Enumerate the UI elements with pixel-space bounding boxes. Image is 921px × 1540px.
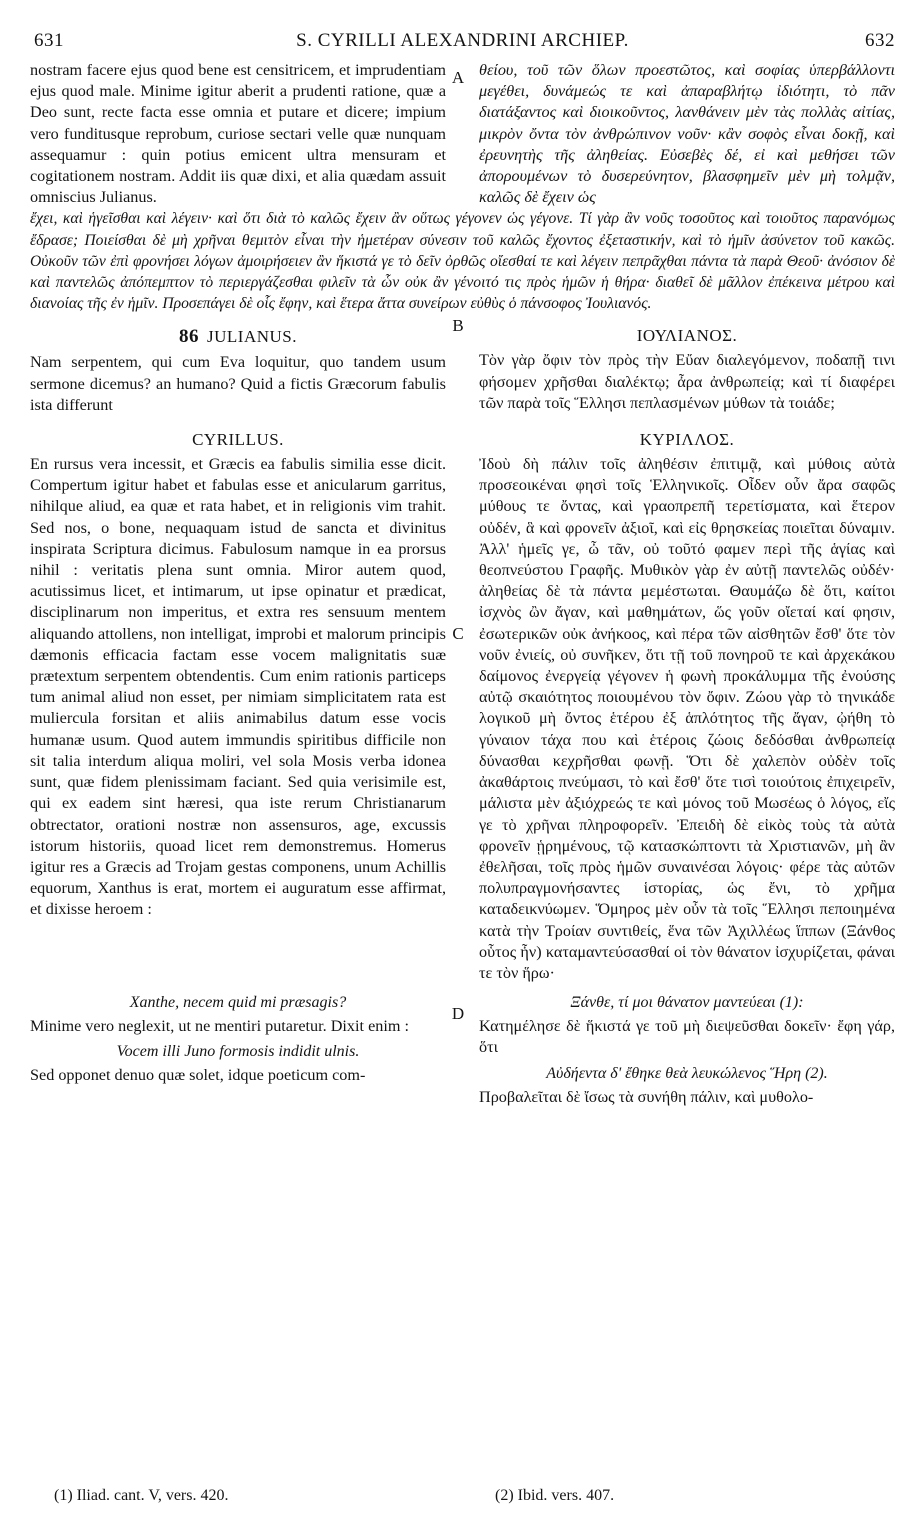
chapter-number: 86: [179, 326, 199, 348]
greek-between-verses: Κατημέλησε δὲ ἥκιστά γε τοῦ μὴ διεψεῦσθαι δοκεῖν· ἔφη γάρ, ὅτι: [479, 1017, 895, 1057]
cyrillus-greek-column: [479, 424, 895, 984]
top-latin-text: nostram facere ejus quod bene est censitricem, et imprudentiam ejus quod male. Minime igitur aberit a prudenti ratione, quæ a Deo sunt, recte facta esse omnia et putare et dicere; impium vero funditusque reprobum, curiose sectari velle quæ nunquam assequamur : quin potius emicent ultra mensuram et cogitationem nostram. Addit iis quæ dixi, et alia quædam assuit omniscius Julianus.: [30, 61, 446, 207]
julianus-greek-text: Τὸν γὰρ ὄφιν τὸν πρὸς τὴν Εὔαν διαλεγόμενον, ποδαπῇ τινι φήσομεν χρῆσθαι διαλέκτῳ; ἆρα ἀνθρωπείᾳ; καὶ τί διαφέρει τῶν παρὰ τοῖς Ἕλλησι πεπλασμένων μύθων τὰ τοιάδε;: [479, 351, 895, 412]
latin-closing-line: Sed opponet denuo quæ solet, idque poeticum com-: [30, 1066, 366, 1085]
top-greek-text: θείου, τοῦ τῶν ὅλων προεστῶτος, καὶ σοφίας ὑπερβάλλοντι μεγέθει, δυνάμεώς τε καὶ ἀπαραβλήτῳ ἰδιότητι, τὸ πᾶν διατάξαντος καὶ διοικοῦντος, λανθάνειν μὲν τὰς πολλὰς αἰτίας, μικρὸν ὄντα τὸν ἀνθρώπινον νοῦν· κἂν σοφὸς εἶναι δοκῇ, καὶ ἐρευνητὴς τῆς ἀληθείας. Εὐσεβὲς δέ, εἰ καὶ μεθήσει τῶν ἀπορουμένων τὸ δυσερεύνητον, βλασφημεῖν μὲν μὴ τολμᾷν, καλῶς δὲ ἔχειν ὡς: [479, 61, 895, 207]
verses-section: [30, 988, 895, 1108]
page-number-left: 631: [34, 30, 64, 51]
page: [30, 30, 895, 1108]
cyrillus-heading: CYRILLUS.: [192, 430, 284, 450]
footnote-1: (1) Iliad. cant. V, vers. 420.: [54, 1487, 229, 1504]
margin-mark-c: C: [452, 624, 464, 644]
julianus-section: [30, 316, 895, 416]
footnote-2: (2) Ibid. vers. 407.: [495, 1487, 615, 1504]
julianus-greek-column: [479, 320, 895, 416]
top-greek-column: [479, 60, 895, 208]
latin-between-verses: Minime vero neglexit, ut ne mentiri putaretur. Dixit enim :: [30, 1017, 409, 1036]
julianus-greek-heading: ΙΟΥΛΙΑΝΟΣ.: [636, 326, 738, 346]
top-greek-full-width: ἔχει, καὶ ἡγεῖσθαι καὶ λέγειν· καὶ ὅτι διὰ τὸ καλῶς ἔχειν ἂν οὕτως γέγονεν ὡς γέγονε. Τί γὰρ ἂν νοῦς τοσοῦτος καὶ τοιοῦτος παρανόμως ἔδρασε; Ποιείσθαι δὲ μὴ χρῆναι θεμιτὸν εἶναι τὴν ἡμετέραν σύνεσιν τοῦ καλῶς ἔχοντος ἐξεταστικήν, καὶ τὸ ἡμῖν ἀσύνετον τοῦ κακῶς. Οὐκοῦν τῶν ἐπὶ φρονήσει λόγων ἀμοιρήσειεν ἂν ἥκιστά γε τὸ δεῖν ὀρθῶς οἴεσθαί τε καὶ λέγειν πεπρᾶχθαι πάντα τὰ παρὰ Θεοῦ· ἀνόσιον δὲ καὶ παντελῶς ἀπόπεμπτον τὸ περιεργάζεσθαι φιλεῖν τὰ ὧν οὐκ ἂν γένοιτό τις πρὸς ἡμῶν ἡ θήρα· διαθεῖ δὲ μᾶλλον ἐπέκεινα μέτρου καὶ διανοίας τῆς ἐν ἡμῖν. Προσεπάγει δὲ οἷς ἔφην, καὶ ἕτερα ἄττα συνείρων εὐθὺς ὁ πάνσοφος Ἰουλιανός.: [30, 210, 895, 313]
margin-mark-a: A: [451, 68, 465, 87]
running-header: [30, 30, 895, 60]
cyrillus-greek-heading: ΚΥΡΙΛΛΟΣ.: [639, 430, 735, 450]
margin-mark-d: D: [451, 1004, 465, 1024]
running-title: S. CYRILLI ALEXANDRINI ARCHIEP.: [296, 30, 629, 51]
verse-greek-1: Ξάνθε, τί μοι θάνατον μαντεύεαι (1):: [570, 994, 804, 1012]
julianus-latin-text: Nam serpentem, qui cum Eva loquitur, quo tandem usum sermone dicemus? an humano? Quid a fictis Græcorum fabulis ista differunt: [30, 353, 446, 414]
verses-latin-column: [30, 988, 446, 1108]
julianus-heading-label: JULIANUS.: [207, 327, 297, 347]
greek-closing-line: Προβαλεῖται δὲ ἴσως τὰ συνήθη πάλιν, καὶ μυθολο-: [479, 1087, 814, 1106]
top-section: [30, 60, 895, 208]
margin-mark-b: B: [452, 316, 464, 336]
page-number-right: 632: [865, 30, 895, 51]
julianus-latin-column: [30, 320, 446, 416]
top-latin-column: [30, 60, 446, 208]
verses-greek-column: [479, 988, 895, 1108]
cyrillus-latin-column: [30, 424, 446, 984]
verse-greek-2: Αὐδήεντα δ' ἔθηκε θεὰ λευκώλενος Ἥρη (2).: [546, 1064, 828, 1082]
julianus-heading: [30, 326, 446, 348]
cyrillus-latin-text: En rursus vera incessit, et Græcis ea fabulis similia esse dicit. Compertum igitur habet et fabulas esse et anicularum garritus, nihilque aliud, ea quæ et rata habet, et in religionis vim trahit. Sed nos, o bone, nequaquam istud de sancta et divinitus inspirata Scriptura dicimus. Fabulosum namque in ea prorsus nihil : veritatis plena sunt omnia. Miror autem quod, acutissimus licet, et intimarum, ut ipse opinatur et prædicat, disciplinarum non imperitus, et extra res sensuum mentem aliquando attollens, non intelligat, improbi et malorum principis dæmonis efficacia factam esse vocem malignitatis suæ prætextum serpentem obtendentis. Cum enim rationis particeps tum animal aliud non esset, per nimiam simplicitatem rata est muliercula forsitan et aliis animabilus datum esse vocis humanæ usum. Quod autem immundis spiritibus difficile non sit talia interdum aliqua moliri, vel sola Mosis verba idonea sunt, quæ fidem plenissimam faciant. Sed quia verisimile est, qui ex eadem sint hæresi, qua iste rerum Christianarum obtrectator, orationi nostræ non assensuros, age, excussis istorum historiis, quoad licet rem demonstremus. Homerus igitur res a Græcis ad Trojam gestas componens, unum Achillis equorum, Xanthus is erat, mortem ei auguratum esse affirmat, et dixisse heroem :: [30, 455, 446, 919]
cyrillus-greek-text: Ἰδοὺ δὴ πάλιν τοῖς ἀληθέσιν ἐπιτιμᾷ, καὶ μύθοις αὐτὰ προσεοικέναι φησὶ τοῖς Ἑλληνικοῖς. Οἶδεν οὖν ἄρα σαφῶς μύθους τε ὄντας, καὶ γραοπρεπῆ τερετίσματα, καὶ ἕτερον οὐδέν, ἃ καὶ φρονεῖν ἀξιοῖ, καὶ εἰς θρησκείας ποιεῖται δύναμιν. Ἀλλ' ἡμεῖς γε, ὦ τᾶν, οὐ τοῦτό φαμεν περὶ τῆς ἁγίας καὶ θεοπνεύστου Γραφῆς. Μυθικὸν γὰρ ἐν αὐτῇ παντελῶς οὐδέν· ἀληθείας δὲ τὰ πάντα μεμέστωται. Θαυμάζω δὲ ὅτι, καίτοι ἰσχνὸς ὢν ἄγαν, καὶ μαθημάτων, ὥς γοῦν οἴεταί καί φησιν, ἐσωτερικῶν οὐκ ἀνήκοος, καὶ πέρα τῶν αἰσθητῶν ἔσθ' ὅτε τὸν νοῦν ἐνιείς, οὐ συνῆκεν, ὅτι τῇ τοῦ πονηροῦ τε καὶ ἀρχεκάκου δαίμονος ἐνεργείᾳ γέγονεν ἡ φωνὴ προκάλυμμα τῆς ἐνούσης αὐτῷ σκαιότητος ποιουμένου τὸν ὄφιν. Ζώου γὰρ τὸ τηνικάδε λογικοῦ μὴ ὄντος ἑτέρου ἐξ ἁπλότητος τῆς ἄγαν, ᾠήθη τὸ γύναιον τάχα που καὶ ἑτέροις ζώοις δεδόσθαι ἀνθρωπείᾳ δύνασθαι κεχρῆσθαι φωνῇ. Ὅτι δὲ χαλεπὸν οὐδὲν τοῖς ἀκαθάρτοις πνεύμασι, τὸ καὶ ἔσθ' ὅτε τισὶ τοιούτοις ἐπιχειρεῖν, μάλιστα μὲν ἀξιόχρεώς τε καὶ μόνος τοῦ Μωσέως ὁ λόγος, εἴς γε τὸ χρῆναι πληροφορεῖν. Ἐπειδὴ δὲ εἰκὸς τοὺς τὰ αὐτὰ φρονεῖν ᾑρημένους, τῷ κατασκώπτοντι τὰ Χριστιανῶν, μὴ ἂν ἐθελῆσαι, τοῖς πρὸς ἡμῶν συναινέσαι λόγοις· φέρε τὰς αὐτῶν πολυπραγμονήσαντες ἱστορίας, ὡς ἔνι, τὸ χρῆμα καταδεικνύωμεν. Ὅμηρος μὲν οὖν τὰ τοῖς Ἕλλησι πεποιημένα κατὰ τὴν Τροίαν συντιθείς, ἕνα τῶν Ἀχιλλέως ἵππων (Ξάνθος οὗτος ἦν) καταμαντεύσασθαί οἱ τὸν θάνατον ἰσχυρίζεται, φάναι τε τὸν ἥρω·: [479, 455, 895, 982]
verse-latin-2: Vocem illi Juno formosis indidit ulnis.: [116, 1043, 360, 1061]
verse-latin-1: Xanthe, necem quid mi præsagis?: [129, 994, 347, 1012]
